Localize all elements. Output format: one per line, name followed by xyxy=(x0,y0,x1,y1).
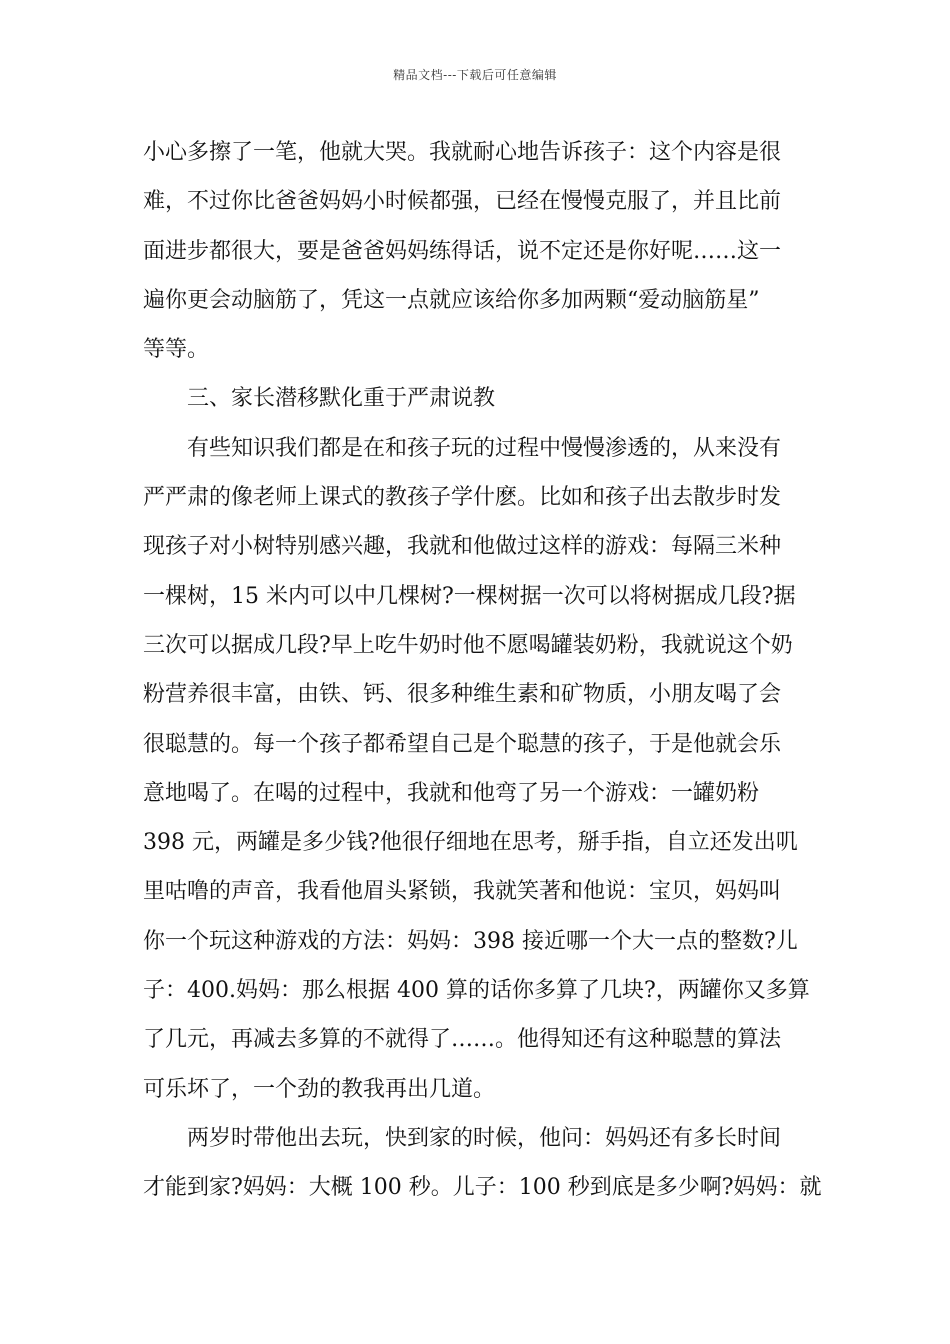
text-line: 三次可以据成几段?早上吃牛奶时他不愿喝罐装奶粉，我就说这个奶 xyxy=(143,632,793,658)
text-line: 小心多擦了一笔，他就大哭。我就耐心地告诉孩子：这个内容是很 xyxy=(143,140,782,165)
text-line: 遍你更会动脑筋了，凭这一点就应该给你多加两颗“爱动脑筋星” xyxy=(143,287,760,313)
text-line: 难，不过你比爸爸妈妈小时候都强，已经在慢慢克服了，并且比前 xyxy=(143,189,782,215)
text-line: 可乐坏了，一个劲的教我再出几道。 xyxy=(143,1076,496,1102)
paragraph-continued xyxy=(143,128,810,374)
text-line: 子：400.妈妈：那么根据 400 算的话你多算了几块?，两罐你又多算 xyxy=(143,978,810,1004)
text-line: 里咕噜的声音，我看他眉头紧锁，我就笑著和他说：宝贝，妈妈叫 xyxy=(143,879,782,905)
text-line: 才能到家?妈妈：大概 100 秒。儿子：100 秒到底是多少啊?妈妈：就 xyxy=(143,1175,822,1201)
page-header: 精品文档---下载后可任意编辑 xyxy=(393,68,557,82)
paragraph-two-years-old xyxy=(143,1114,822,1213)
text-line: 现孩子对小树特别感兴趣，我就和他做过这样的游戏：每隔三米种 xyxy=(143,534,782,560)
document-body xyxy=(143,128,822,1213)
text-line: 你一个玩这种游戏的方法：妈妈：398 接近哪一个大一点的整数?儿 xyxy=(143,928,798,954)
text-line: 一棵树，15 米内可以中几棵树?一棵树据一次可以将树据成几段?据 xyxy=(143,583,796,609)
text-line: 两岁时带他出去玩，快到家的时候，他问：妈妈还有多长时间 xyxy=(187,1125,782,1151)
text-line: 等等。 xyxy=(143,337,210,363)
text-line: 严严肃的像老师上课式的教孩子学什麽。比如和孩子出去散步时发 xyxy=(143,485,782,511)
text-line: 有些知识我们都是在和孩子玩的过程中慢慢渗透的，从来没有 xyxy=(187,435,782,461)
text-line: 398 元，两罐是多少钱?他很仔细地在思考，掰手指，自立还发出叽 xyxy=(143,830,798,856)
text-line: 粉营养很丰富，由铁、钙、很多种维生素和矿物质，小朋友喝了会 xyxy=(143,682,782,708)
paragraph-knowledge-games xyxy=(143,424,810,1114)
section-heading: 三、家长潜移默化重于严肃说教 xyxy=(187,386,496,412)
text-line: 面进步都很大，要是爸爸妈妈练得话，说不定还是你好呢……这一 xyxy=(143,238,782,264)
text-line: 很聪慧的。每一个孩子都希望自己是个聪慧的孩子，于是他就会乐 xyxy=(143,731,782,757)
text-line: 意地喝了。在喝的过程中，我就和他弯了另一个游戏：一罐奶粉 xyxy=(143,780,760,806)
text-line: 了几元，再减去多算的不就得了……。他得知还有这种聪慧的算法 xyxy=(143,1027,782,1053)
